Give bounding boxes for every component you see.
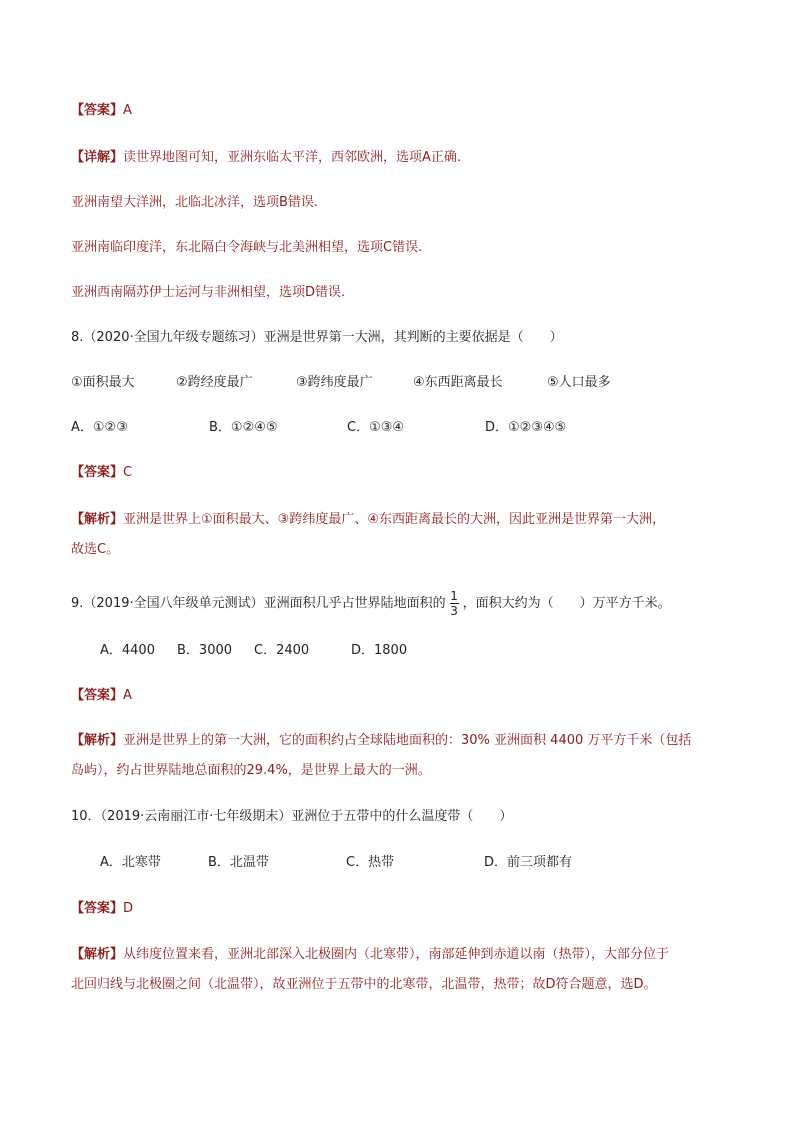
q8-analysis-line-1: 【解析】亚洲是世界上①面积最大、③跨纬度最广、④东西距离最长的大洲，因此亚洲是世界第一大洲，: [71, 512, 665, 527]
q8-option-a[interactable]: A．①②③: [71, 420, 128, 435]
q10-answer: [71, 899, 731, 919]
q9-analysis-line-2: 岛屿），约占世界陆地总面积的29.4%，是世界上最大的一洲。: [71, 763, 431, 778]
q7-detail-line-1: 【详解】读世界地图可知，亚洲东临太平洋，西邻欧洲，选项A正确.: [71, 150, 462, 165]
q10-option-d[interactable]: D．前三项都有: [484, 855, 573, 870]
answer-tag: 【答案】: [71, 901, 124, 916]
answer-value: D: [123, 901, 134, 916]
q10-option-c[interactable]: C．热带: [346, 855, 395, 870]
q9-option-a[interactable]: A．4400: [100, 643, 155, 658]
detail-tag: 【详解】: [71, 150, 124, 165]
answer-value: A: [123, 688, 132, 703]
answer-tag: 【答案】: [71, 103, 124, 118]
q9-option-c[interactable]: C．2400: [254, 643, 310, 658]
q9-option-b[interactable]: B．3000: [177, 643, 233, 658]
q10-option-a[interactable]: A．北寒带: [100, 855, 161, 870]
q8-item-1: ①面积最大: [71, 375, 135, 390]
analysis-tag: 【解析】: [71, 733, 124, 748]
q9-analysis-line-1: 【解析】亚洲是世界上的第一大洲，它的面积约占全球陆地面积的：30% 亚洲面积 4400 万平方千米（包括: [71, 733, 692, 748]
q8-answer: [71, 463, 731, 483]
q8-question: 8.（2020·全国九年级专题练习）亚洲是世界第一大洲，其判断的主要依据是（ ）: [71, 330, 563, 345]
q7-detail-line-2: 亚洲南望大洋洲，北临北冰洋，选项B错误.: [71, 195, 319, 210]
analysis-tag: 【解析】: [71, 512, 124, 527]
q8-analysis-line-2: 故选C。: [71, 542, 120, 557]
q9-question: 9.（2019·全国八年级单元测试）亚洲面积几乎占世界陆地面积的 $\frac{1}{3}$ ，面积大约为（ ）万平方千米。: [71, 589, 671, 618]
answer-value: C: [123, 465, 133, 480]
q8-item-5: ⑤人口最多: [547, 375, 611, 390]
q8-items: [71, 373, 731, 393]
q8-item-3: ③跨纬度最广: [296, 375, 373, 390]
q8-option-d[interactable]: D．①②③④⑤: [485, 420, 567, 435]
q9-answer: [71, 686, 731, 706]
q8-item-4: ④东西距离最长: [413, 375, 503, 390]
q10-options: [100, 853, 760, 873]
q7-detail-line-4: 亚洲西南隔苏伊士运河与非洲相望，选项D错误.: [71, 285, 346, 300]
q10-analysis-line-1: 【解析】从纬度位置来看，亚洲北部深入北极圈内（北寒带），南部延伸到赤道以南（热带），大部分位于: [71, 947, 670, 962]
q7-detail-line-3: 亚洲南临印度洋，东北隔白令海峡与北美洲相望，选项C错误.: [71, 240, 423, 255]
q8-option-c[interactable]: C．①③④: [347, 420, 405, 435]
answer-tag: 【答案】: [71, 688, 124, 703]
fraction-one-third: $\frac{1}{3}$: [450, 589, 458, 618]
q8-item-2: ②跨经度最广: [176, 375, 253, 390]
answer-tag: 【答案】: [71, 465, 124, 480]
q9-options: [100, 641, 760, 661]
answer-value: A: [123, 103, 132, 118]
q8-option-b[interactable]: B．①②④⑤: [209, 420, 278, 435]
q9-option-d[interactable]: D．1800: [351, 643, 408, 658]
q7-answer: [71, 101, 731, 121]
analysis-tag: 【解析】: [71, 947, 124, 962]
q10-question: 10．（2019·云南丽江市·七年级期末）亚洲位于五带中的什么温度带（ ）: [71, 809, 513, 824]
q10-analysis-line-2: 北回归线与北极圈之间（北温带），故亚洲位于五带中的北寒带，北温带，热带；故D符合题意，选D。: [71, 977, 657, 992]
q8-options: [71, 418, 731, 438]
q10-option-b[interactable]: B．北温带: [208, 855, 269, 870]
